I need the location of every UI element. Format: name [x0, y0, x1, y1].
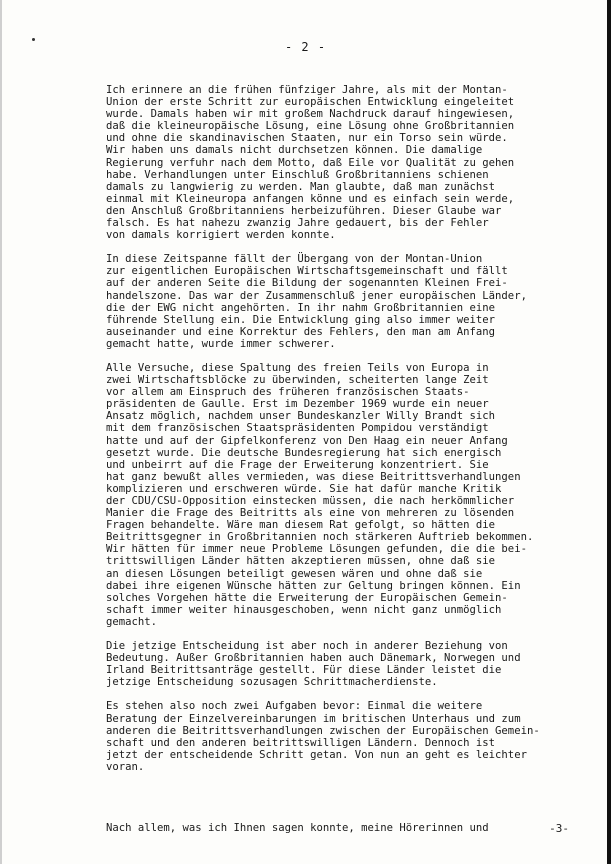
- text-line: Beitrittsgegner in Großbritannien noch stärkeren Auftrieb bekommen.: [106, 531, 534, 544]
- text-line: einmal mit Kleineuropa anfangen könne und es einfach sein werde,: [106, 192, 515, 205]
- text-line: Union der erste Schritt zur europäischen Entwicklung eingeleitet: [106, 96, 515, 109]
- text-line: daß die kleineuropäische Lösung, eine Lösung ohne Großbritannien: [106, 120, 515, 133]
- text-line: wurde. Damals haben wir mit großem Nachdruck darauf hingewiesen,: [106, 108, 515, 121]
- text-line: Es stehen also noch zwei Aufgaben bevor: Einmal die weitere: [106, 700, 483, 713]
- paragraph: [106, 253, 546, 350]
- text-line: jetzt der entscheidende Schritt getan. Von nun an geht es leichter: [106, 748, 527, 761]
- text-line: und unbeirrt auf die Frage der Erweiterung konzentriert. Sie: [106, 458, 489, 471]
- text-line: falsch. Es hat nahezu zwanzig Jahre gedauert, bis der Fehler: [106, 217, 489, 230]
- text-line: Beratung der Einzelvereinbarungen im britischen Unterhaus und zum: [106, 712, 521, 725]
- text-line: und ohne die skandinavischen Staaten, nur ein Torso sein würde.: [106, 132, 508, 145]
- closing-line: Nach allem, was ich Ihnen sagen konnte, meine Hörerinnen und: [106, 822, 489, 834]
- body-text: [106, 84, 546, 785]
- paragraph: [106, 362, 546, 628]
- text-line: damals zu langwierig zu werden. Man glaubte, daß man zunächst: [106, 180, 496, 193]
- text-line: handelszone. Das war der Zusammenschluß jener europäischen Länder,: [106, 289, 527, 302]
- text-line: an diesen Lösungen beteiligt gewesen wären und ohne daß sie: [106, 567, 483, 580]
- text-line: gesetzt wurde. Die deutsche Bundesregierung hat sich energisch: [106, 446, 502, 459]
- text-line: Fragen behandelte. Wäre man diesem Rat gefolgt, so hätten die: [106, 519, 496, 532]
- text-line: Irland Beitrittsanträge gestellt. Für diese Länder leistet die: [106, 664, 502, 677]
- text-line: voran.: [106, 760, 145, 773]
- text-line: auseinander und eine Korrektur des Fehlers, den man am Anfang: [106, 325, 496, 338]
- text-line: vor allem am Einspruch des früheren französischen Staats-: [106, 386, 470, 399]
- text-line: schaft und den anderen beitrittswilligen Ländern. Dennoch ist: [106, 736, 496, 749]
- text-line: auf der anderen Seite die Bildung der sogenannten Kleinen Frei-: [106, 277, 508, 290]
- text-line: Die jetzige Entscheidung ist aber noch in anderer Beziehung von: [106, 640, 508, 653]
- text-line: dabei ihre eigenen Wünsche hätten zur Geltung bringen können. Ein: [106, 579, 521, 592]
- text-line: die der EWG nicht angehörten. In ihr nahm Großbritannien eine: [106, 301, 496, 314]
- page-number: - 2 -: [284, 40, 327, 54]
- paragraph: [106, 640, 546, 688]
- text-line: von damals korrigiert werden konnte.: [106, 229, 336, 242]
- text-line: den Anschluß Großbritanniens herbeizuführen. Dieser Glaube war: [106, 204, 502, 217]
- text-line: führende Stellung ein. Die Entwicklung ging also immer weiter: [106, 313, 496, 326]
- text-line: zwei Wirtschaftsblöcke zu überwinden, scheiterten lange Zeit: [106, 374, 489, 387]
- text-line: Ich erinnere an die frühen fünfziger Jahre, als mit der Montan-: [106, 84, 508, 96]
- text-line: zur eigentlichen Europäischen Wirtschaftsgemeinschaft und fällt: [106, 265, 508, 278]
- next-page-marker: -3-: [549, 822, 569, 835]
- text-line: Bedeutung. Außer Großbritannien haben auch Dänemark, Norwegen und: [106, 652, 521, 665]
- text-line: Alle Versuche, diese Spaltung des freien Teils von Europa in: [106, 361, 489, 374]
- text-line: solches Vorgehen hätte die Erweiterung der Europäischen Gemein-: [106, 591, 508, 604]
- text-line: hat ganz bewußt alles vermieden, was diese Beitrittsverhandlungen: [106, 470, 521, 483]
- paragraph: [106, 700, 546, 773]
- text-line: gemacht.: [106, 615, 158, 628]
- text-line: hatte und auf der Gipfelkonferenz von Den Haag ein neuer Anfang: [106, 434, 508, 447]
- text-line: Manier die Frage des Beitritts als eine von mehreren zu lösenden: [106, 507, 515, 520]
- text-line: komplizieren und erschweren würde. Sie hat dafür manche Kritik: [106, 482, 502, 495]
- scan-border: [607, 0, 611, 864]
- paragraph: [106, 84, 546, 241]
- text-line: mit dem französischen Staatspräsidenten Pompidou verständigt: [106, 422, 489, 435]
- text-line: In diese Zeitspanne fällt der Übergang von der Montan-Union: [106, 253, 483, 266]
- text-line: habe. Verhandlungen unter Einschluß Großbritanniens schienen: [106, 168, 489, 181]
- text-line: gemacht hatte, wurde immer schwerer.: [106, 337, 336, 350]
- text-line: präsidenten de Gaulle. Erst im Dezember 1969 wurde ein neuer: [106, 398, 489, 411]
- text-line: der CDU/CSU-Opposition einstecken müssen, die nach herkömmlicher: [106, 495, 515, 507]
- text-line: Wir hätten für immer neue Probleme Lösungen gefunden, die die bei-: [106, 543, 527, 556]
- text-line: Regierung verfuhr nach dem Motto, daß Eile vor Qualität zu gehen: [106, 156, 515, 169]
- text-line: jetzige Entscheidung sozusagen Schrittmacherdienste.: [106, 676, 438, 689]
- text-line: trittswilligen Länder hätten akzeptieren müssen, ohne daß sie: [106, 555, 496, 568]
- text-line: schaft immer weiter hinausgeschoben, wenn nicht ganz unmöglich: [106, 603, 502, 616]
- page-left-edge: [0, 0, 2, 864]
- text-line: Wir haben uns damals nicht durchsetzen können. Die damalige: [106, 144, 483, 157]
- text-line: anderen die Beitrittsverhandlungen zwischen der Europäischen Gemein-: [106, 724, 540, 737]
- text-line: Ansatz möglich, nachdem unser Bundeskanzler Willy Brandt sich: [106, 410, 496, 423]
